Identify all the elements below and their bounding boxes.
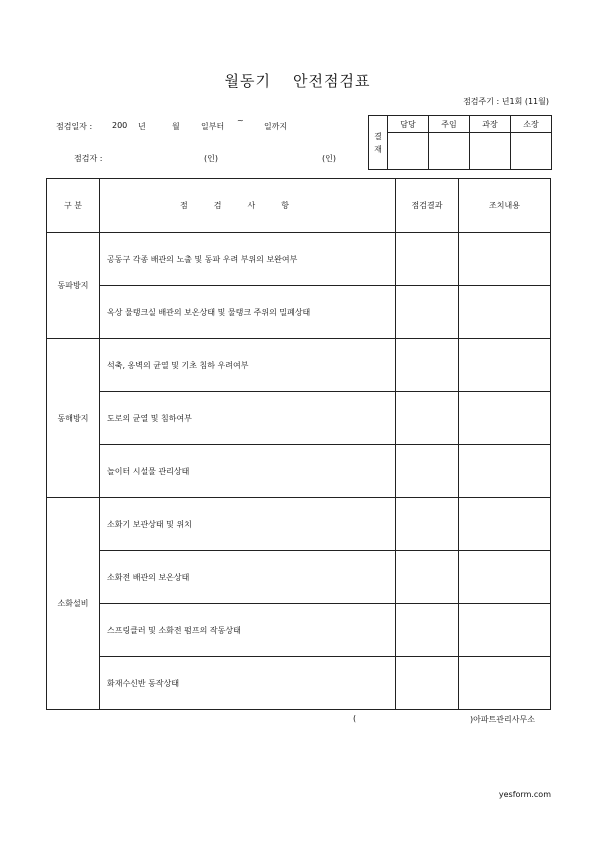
action-cell[interactable] xyxy=(459,392,551,445)
header-action: 조치내용 xyxy=(459,179,551,233)
inspection-cycle: 점검주기 : 년1회 (11월) xyxy=(463,97,549,106)
date-label: 점검일자 : xyxy=(56,122,93,131)
result-cell[interactable] xyxy=(396,392,459,445)
category-freeze-prevention: 동파방지 xyxy=(47,233,100,339)
approval-sign-chief[interactable] xyxy=(429,133,470,170)
inspector-label: 점검자 : xyxy=(74,154,103,163)
table-header-row xyxy=(47,179,551,233)
footer-office-name: )아파트관리사무소 xyxy=(470,715,535,724)
check-item: 스프링클러 및 소화전 펌프의 작동상태 xyxy=(100,604,396,657)
table-row xyxy=(47,445,551,498)
table-row xyxy=(47,604,551,657)
inspector-seal-1: (인) xyxy=(204,154,218,163)
result-cell[interactable] xyxy=(396,445,459,498)
table-row xyxy=(47,233,551,286)
approval-sign-director[interactable] xyxy=(511,133,552,170)
action-cell[interactable] xyxy=(459,286,551,339)
table-row xyxy=(47,551,551,604)
action-cell[interactable] xyxy=(459,498,551,551)
action-cell[interactable] xyxy=(459,551,551,604)
table-row xyxy=(47,657,551,710)
date-from: 일부터 xyxy=(201,122,225,131)
approval-header-manager: 과장 xyxy=(470,116,511,133)
date-year-unit: 년 xyxy=(138,122,146,131)
approval-sign-staff[interactable] xyxy=(388,133,429,170)
check-item: 화재수신반 동작상태 xyxy=(100,657,396,710)
check-item: 소화전 배관의 보온상태 xyxy=(100,551,396,604)
check-item: 놀이터 시설물 관리상태 xyxy=(100,445,396,498)
check-item: 옥상 물탱크실 배관의 보온상태 및 물탱크 주위의 밀폐상태 xyxy=(100,286,396,339)
result-cell[interactable] xyxy=(396,604,459,657)
check-item: 석축, 옹벽의 균열 및 기초 침하 우려여부 xyxy=(100,339,396,392)
approval-label: 결 재 xyxy=(369,116,388,170)
header-result: 점검결과 xyxy=(396,179,459,233)
date-year: 200 xyxy=(112,121,128,130)
approval-header-chief: 주임 xyxy=(429,116,470,133)
table-row xyxy=(47,498,551,551)
check-item: 도로의 균열 및 침하여부 xyxy=(100,392,396,445)
result-cell[interactable] xyxy=(396,657,459,710)
result-cell[interactable] xyxy=(396,498,459,551)
result-cell[interactable] xyxy=(396,551,459,604)
date-month-unit: 월 xyxy=(172,122,180,131)
title-part1: 월동기 xyxy=(224,72,272,90)
check-item: 공동구 각종 배관의 노출 및 동파 우려 부위의 보완여부 xyxy=(100,233,396,286)
action-cell[interactable] xyxy=(459,657,551,710)
header-item: 점검사항 xyxy=(100,179,396,233)
page-title xyxy=(0,70,595,91)
approval-table xyxy=(368,115,552,170)
inspection-table xyxy=(46,178,551,710)
result-cell[interactable] xyxy=(396,339,459,392)
approval-header-staff: 담당 xyxy=(388,116,429,133)
category-fire-equipment: 소화설비 xyxy=(47,498,100,710)
date-to: 일까지 xyxy=(264,122,288,131)
action-cell[interactable] xyxy=(459,339,551,392)
header-category: 구 분 xyxy=(47,179,100,233)
result-cell[interactable] xyxy=(396,286,459,339)
website-watermark: yesform.com xyxy=(498,790,551,799)
approval-header-director: 소장 xyxy=(511,116,552,133)
date-tilde: ~ xyxy=(237,116,244,125)
action-cell[interactable] xyxy=(459,604,551,657)
result-cell[interactable] xyxy=(396,233,459,286)
action-cell[interactable] xyxy=(459,445,551,498)
footer-paren: ( xyxy=(353,714,357,723)
table-row xyxy=(47,339,551,392)
check-item: 소화기 보관상태 및 위치 xyxy=(100,498,396,551)
category-frost-damage-prevention: 동해방지 xyxy=(47,339,100,498)
approval-sign-manager[interactable] xyxy=(470,133,511,170)
title-part2: 안전점검표 xyxy=(293,72,371,90)
table-row xyxy=(47,286,551,339)
inspector-seal-2: (인) xyxy=(322,154,336,163)
action-cell[interactable] xyxy=(459,233,551,286)
table-row xyxy=(47,392,551,445)
